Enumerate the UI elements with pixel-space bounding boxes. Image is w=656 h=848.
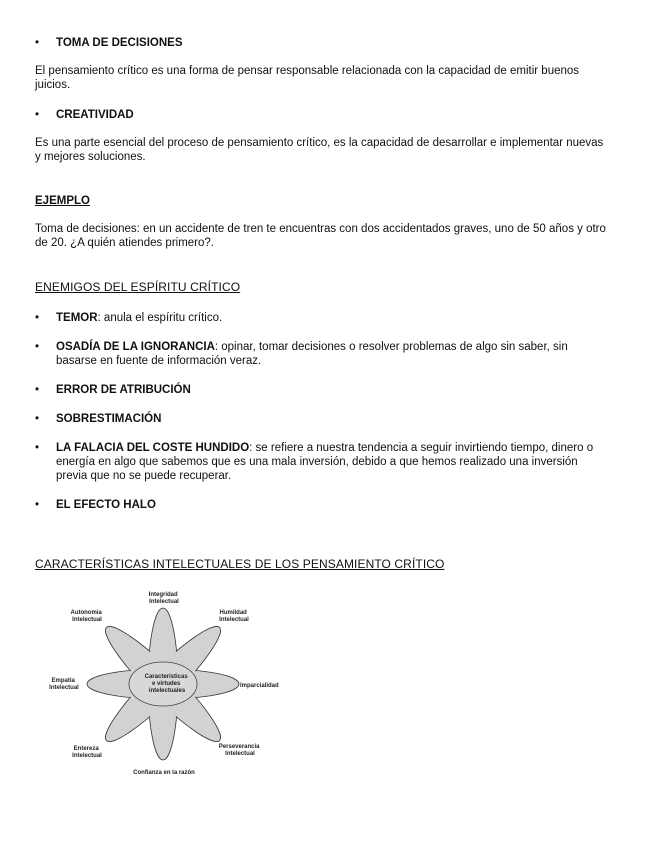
label-perseverancia — [219, 744, 261, 757]
label-line: Perseverancia — [218, 744, 260, 750]
label-line: Autonomía — [70, 610, 102, 616]
label-empatia — [49, 678, 79, 691]
enemigo-term: ERROR DE ATRIBUCIÓN — [56, 384, 191, 396]
flower-svg — [34, 584, 304, 784]
enemigo-term: SOBRESTIMACIÓN — [56, 413, 162, 425]
bullet-dot: • — [35, 109, 40, 121]
ejemplo-paragraph: Toma de decisiones: en un accidente de tren te encuentras con dos accidentados graves, uno de 50 años y otro de 20. ¿A quién atiendes primero?. — [35, 223, 606, 249]
center-line: e virtudes — [151, 681, 181, 687]
label-humildad — [219, 610, 249, 623]
enemigo-term: LA FALACIA DEL COSTE HUNDIDO — [56, 442, 250, 454]
enemigo-term: EL EFECTO HALO — [56, 499, 156, 511]
label-line: Intelectual — [72, 617, 102, 623]
label-line: Intelectual — [72, 753, 102, 759]
bullet-dot: • — [35, 312, 40, 324]
label-entereza — [72, 746, 102, 759]
creatividad-paragraph: Es una parte esencial del proceso de pensamiento crítico, es la capacidad de desarrollar e implementar nuevas y mejores soluciones. — [35, 137, 604, 163]
ejemplo-heading: EJEMPLO — [35, 195, 90, 207]
label-imparcialidad — [240, 683, 279, 689]
label-confianza — [133, 770, 195, 776]
label-line: Intelectual — [225, 751, 255, 757]
bullet-dot: • — [35, 442, 40, 454]
enemigo-desc: : opinar, tomar decisiones o resolver problemas de algo sin saber, sin basarse en fuente de información veraz. — [56, 341, 568, 367]
center-line: Características — [144, 674, 188, 680]
label-line: Humildad — [219, 610, 247, 616]
label-line: Entereza — [73, 746, 99, 752]
creatividad-title: CREATIVIDAD — [56, 109, 134, 121]
center-line: intelectuales — [148, 688, 186, 694]
label-integridad — [149, 592, 180, 605]
bullet-dot: • — [35, 384, 40, 396]
label-line: Intelectual — [149, 599, 179, 605]
bullet-dot: • — [35, 341, 40, 353]
label-line: Intelectual — [49, 685, 79, 691]
label-line: Intelectual — [219, 617, 249, 623]
label-line: Integridad — [148, 592, 178, 598]
toma-paragraph: El pensamiento crítico es una forma de pensar responsable relacionada con la capacidad de emitir buenos juicios. — [35, 65, 580, 91]
label-line: Empatía — [51, 678, 75, 684]
label-autonomia — [70, 610, 103, 623]
enemigo-term: OSADÍA DE LA IGNORANCIA — [56, 341, 215, 353]
enemigo-desc: : se refiere a nuestra tendencia a seguir invirtiendo tiempo, dinero o energía en algo que sabemos que es una mala inversión, debido a que hemos realizado una inversión previa que no se puede recuperar. — [56, 442, 594, 482]
enemigo-term: TEMOR — [56, 312, 98, 324]
enemigo-desc: : anula el espíritu crítico. — [97, 312, 223, 324]
virtues-flower-diagram — [34, 584, 304, 784]
label-line: Imparcialidad — [240, 683, 279, 689]
caracteristicas-heading: CARACTERÍSTICAS INTELECTUALES DE LOS PENSAMIENTO CRÍTICO — [35, 557, 445, 571]
bullet-dot: • — [35, 499, 40, 511]
enemigos-heading: ENEMIGOS DEL ESPÍRITU CRÍTICO — [35, 280, 241, 294]
bullet-dot: • — [35, 37, 40, 49]
label-line: Confianza en la razón — [133, 770, 195, 776]
toma-title: TOMA DE DECISIONES — [56, 37, 183, 49]
bullet-dot: • — [35, 413, 40, 425]
